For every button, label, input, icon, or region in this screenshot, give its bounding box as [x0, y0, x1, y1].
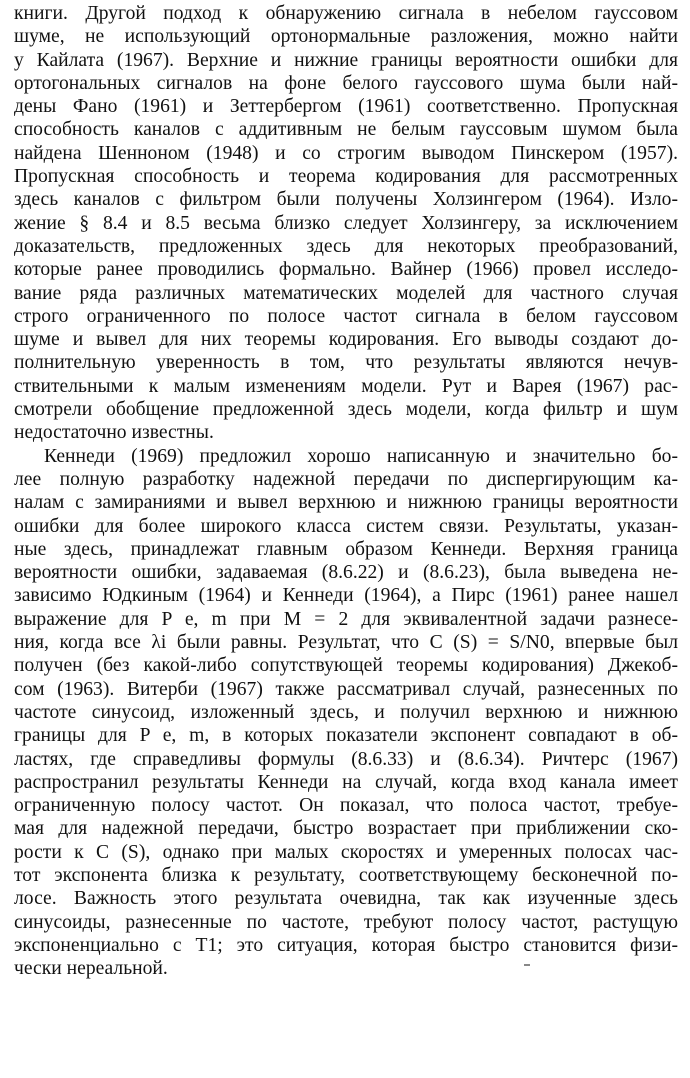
text-line: вероятности ошибки, задаваемая (8.6.22) и (8.6.23), была выведена не- [14, 562, 678, 584]
text-line: мая для надежной передачи, быстро возрастает при приближении ско- [14, 818, 678, 840]
text-line: ортогональных сигналов на фоне белого гауссового шума были най- [14, 72, 678, 94]
text-line: частоте синусоид, изложенный здесь, и получил верхнюю и нижнюю [14, 701, 678, 723]
text-line: зависимо Юдкиным (1964) и Кеннеди (1964), а Пирс (1961) ранее нашел [14, 585, 678, 607]
page-text [14, 2, 678, 980]
text-line: распространил результаты Кеннеди на случай, когда вход канала имеет [14, 771, 678, 793]
text-line: вание ряда различных математических моделей для частного случая [14, 282, 678, 304]
text-line: недостаточно известны. [14, 422, 214, 444]
text-line: ошибки для более широкого класса систем связи. Результаты, указан- [14, 515, 678, 537]
text-line: чески нереальной. [14, 958, 168, 980]
text-line: ограниченную полосу частот. Он показал, что полоса частот, требуе- [14, 795, 678, 817]
text-line: доказательств, предложенных здесь для некоторых преобразований, [14, 235, 678, 257]
paragraph-1 [14, 2, 678, 445]
text-line: ластях, где справедливы формулы (8.6.33) и (8.6.34). Ричтерс (1967) [14, 748, 678, 770]
text-line: строго ограниченного по полосе частот сигнала в белом гауссовом [14, 305, 678, 327]
text-line: лосе. Важность этого результата очевидна, так как изученные здесь [14, 888, 678, 910]
text-line: рости к C (S), однако при малых скоростях и умеренных полосах час- [14, 841, 678, 863]
text-line: тот экспонента близка к результату, соответствующему бесконечной по- [14, 864, 678, 886]
text-line: смотрели обобщение предложенной здесь модели, когда фильтр и шум [14, 399, 678, 421]
text-line: получен (без какой-либо сопутствующей теоремы кодирования) Джекоб- [14, 655, 678, 677]
text-line: синусоиды, разнесенные по частоте, требуют полосу частот, растущую [14, 911, 678, 933]
text-line: жение § 8.4 и 8.5 весьма близко следует Холзингеру, за исключением [14, 212, 678, 234]
text-line: найдена Шенноном (1948) и со строгим выводом Пинскером (1957). [14, 142, 678, 164]
text-line: выражение для P e, m при M = 2 для эквивалентной задачи разнесе- [14, 608, 678, 630]
scan-speck [524, 964, 530, 966]
text-line: сом (1963). Витерби (1967) также рассматривал случай, разнесенных по [14, 678, 678, 700]
text-line: у Кайлата (1967). Верхние и нижние границы вероятности ошибки для [14, 49, 678, 71]
text-line: дены Фано (1961) и Зеттербергом (1961) соответственно. Пропускная [14, 96, 678, 118]
text-line: способность каналов с аддитивным не белым гауссовым шумом была [14, 119, 678, 141]
text-line: Пропускная способность и теорема кодирования для рассмотренных [14, 166, 678, 188]
text-line: ния, когда все λi были равны. Результат, что C (S) = S/N0, впервые был [14, 632, 678, 654]
text-line: налам с замираниями и вывел верхнюю и нижнюю границы вероятности [14, 492, 678, 514]
text-line: здесь каналов с фильтром были получены Холзингером (1964). Изло- [14, 189, 678, 211]
paragraph-2 [14, 445, 678, 981]
text-line: ные здесь, принадлежат главным образом Кеннеди. Верхняя граница [14, 538, 678, 560]
text-line: полнительную уверенность в том, что результаты являются нечув- [14, 352, 678, 374]
text-line: границы для P e, m, в которых показатели экспонент совпадают в об- [14, 725, 678, 747]
text-line: шуме, не использующий ортонормальные разложения, можно найти [14, 26, 678, 48]
text-line: Кеннеди (1969) предложил хорошо написанную и значительно бо- [44, 445, 678, 467]
text-line: которые ранее проводились формально. Вайнер (1966) провел исследо- [14, 259, 678, 281]
text-line: ствительными к малым изменениям модели. Рут и Варея (1967) рас- [14, 375, 678, 397]
text-line: лее полную разработку надежной передачи по диспергирующим ка- [14, 468, 678, 490]
text-line: шуме и вывел для них теоремы кодирования. Его выводы создают до- [14, 329, 678, 351]
text-line: книги. Другой подход к обнаружению сигнала в небелом гауссовом [14, 3, 678, 24]
text-line: экспоненциально с T1; это ситуация, которая быстро становится физи- [14, 934, 678, 956]
